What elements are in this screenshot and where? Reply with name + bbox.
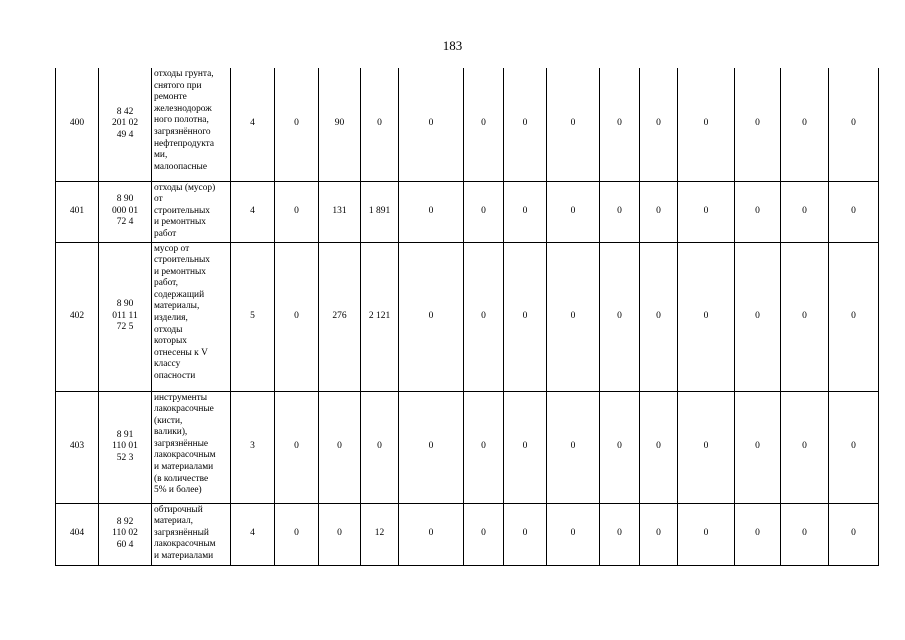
value-cell: 0: [781, 391, 829, 503]
value-cell: 0: [464, 242, 504, 391]
waste-name: отходы грунта, снятого при ремонте железнодорож ного полотна, загрязнённого нефтепродукта ми, малоопасные: [152, 68, 231, 181]
hazard-class: 3: [231, 391, 275, 503]
row-number: 401: [56, 181, 99, 242]
value-cell: 0: [504, 242, 547, 391]
value-cell: 0: [781, 181, 829, 242]
value-cell: 0: [319, 503, 361, 565]
value-cell: 0: [640, 242, 678, 391]
value-cell: 0: [600, 181, 640, 242]
value-cell: 2 121: [361, 242, 399, 391]
value-cell: 0: [399, 68, 464, 181]
value-cell: 0: [319, 391, 361, 503]
waste-code: 8 90 000 01 72 4: [99, 181, 152, 242]
value-cell: 0: [678, 68, 735, 181]
value-cell: 0: [735, 503, 781, 565]
value-cell: 0: [275, 68, 319, 181]
value-cell: 0: [275, 391, 319, 503]
value-cell: 0: [464, 181, 504, 242]
value-cell: 0: [829, 242, 879, 391]
value-cell: 0: [464, 503, 504, 565]
value-cell: 0: [640, 181, 678, 242]
value-cell: 0: [829, 181, 879, 242]
value-cell: 0: [678, 181, 735, 242]
value-cell: 0: [600, 68, 640, 181]
value-cell: 0: [275, 503, 319, 565]
value-cell: 0: [735, 68, 781, 181]
page-number: 183: [442, 38, 463, 53]
value-cell: 0: [600, 391, 640, 503]
value-cell: 0: [504, 503, 547, 565]
value-cell: 0: [640, 68, 678, 181]
table-row: [56, 242, 879, 391]
value-cell: 0: [275, 181, 319, 242]
row-number: 402: [56, 242, 99, 391]
value-cell: 0: [399, 503, 464, 565]
row-number: 403: [56, 391, 99, 503]
hazard-class: 4: [231, 68, 275, 181]
waste-code: 8 92 110 02 60 4: [99, 503, 152, 565]
value-cell: 0: [399, 391, 464, 503]
value-cell: 0: [600, 242, 640, 391]
value-cell: 0: [547, 242, 600, 391]
hazard-class: 4: [231, 181, 275, 242]
value-cell: 0: [547, 503, 600, 565]
waste-name: обтирочный материал, загрязнённый лакокрасочным и материалами: [152, 503, 231, 565]
value-cell: 0: [504, 181, 547, 242]
value-cell: 0: [464, 391, 504, 503]
value-cell: 12: [361, 503, 399, 565]
table-row: [56, 391, 879, 503]
row-number: 404: [56, 503, 99, 565]
value-cell: 0: [464, 68, 504, 181]
value-cell: 0: [781, 68, 829, 181]
table-row: [56, 181, 879, 242]
value-cell: 0: [361, 391, 399, 503]
waste-code: 8 90 011 11 72 5: [99, 242, 152, 391]
value-cell: 0: [547, 391, 600, 503]
value-cell: 0: [504, 68, 547, 181]
table-row: [56, 503, 879, 565]
value-cell: 0: [735, 391, 781, 503]
value-cell: 0: [829, 503, 879, 565]
hazard-class: 5: [231, 242, 275, 391]
value-cell: 0: [600, 503, 640, 565]
value-cell: 0: [399, 242, 464, 391]
value-cell: 0: [678, 503, 735, 565]
value-cell: 0: [678, 242, 735, 391]
value-cell: 0: [781, 242, 829, 391]
value-cell: 0: [781, 503, 829, 565]
value-cell: 0: [640, 391, 678, 503]
value-cell: 131: [319, 181, 361, 242]
value-cell: 0: [640, 503, 678, 565]
value-cell: 0: [504, 391, 547, 503]
waste-code: 8 42 201 02 49 4: [99, 68, 152, 181]
value-cell: 0: [547, 181, 600, 242]
value-cell: 0: [547, 68, 600, 181]
value-cell: 0: [829, 391, 879, 503]
value-cell: 0: [735, 242, 781, 391]
value-cell: 276: [319, 242, 361, 391]
waste-name: мусор от строительных и ремонтных работ, содержащий материалы, изделия, отходы которых отнесены к V классу опасности: [152, 242, 231, 391]
waste-name: отходы (мусор) от строительных и ремонтных работ: [152, 181, 231, 242]
waste-table: [55, 68, 879, 566]
value-cell: 1 891: [361, 181, 399, 242]
waste-name: инструменты лакокрасочные (кисти, валики), загрязнённые лакокрасочным и материалами (в количестве 5% и более): [152, 391, 231, 503]
value-cell: 0: [275, 242, 319, 391]
value-cell: 0: [361, 68, 399, 181]
value-cell: 90: [319, 68, 361, 181]
value-cell: 0: [829, 68, 879, 181]
hazard-class: 4: [231, 503, 275, 565]
value-cell: 0: [399, 181, 464, 242]
value-cell: 0: [735, 181, 781, 242]
waste-code: 8 91 110 01 52 3: [99, 391, 152, 503]
table-row: [56, 68, 879, 181]
value-cell: 0: [678, 391, 735, 503]
row-number: 400: [56, 68, 99, 181]
